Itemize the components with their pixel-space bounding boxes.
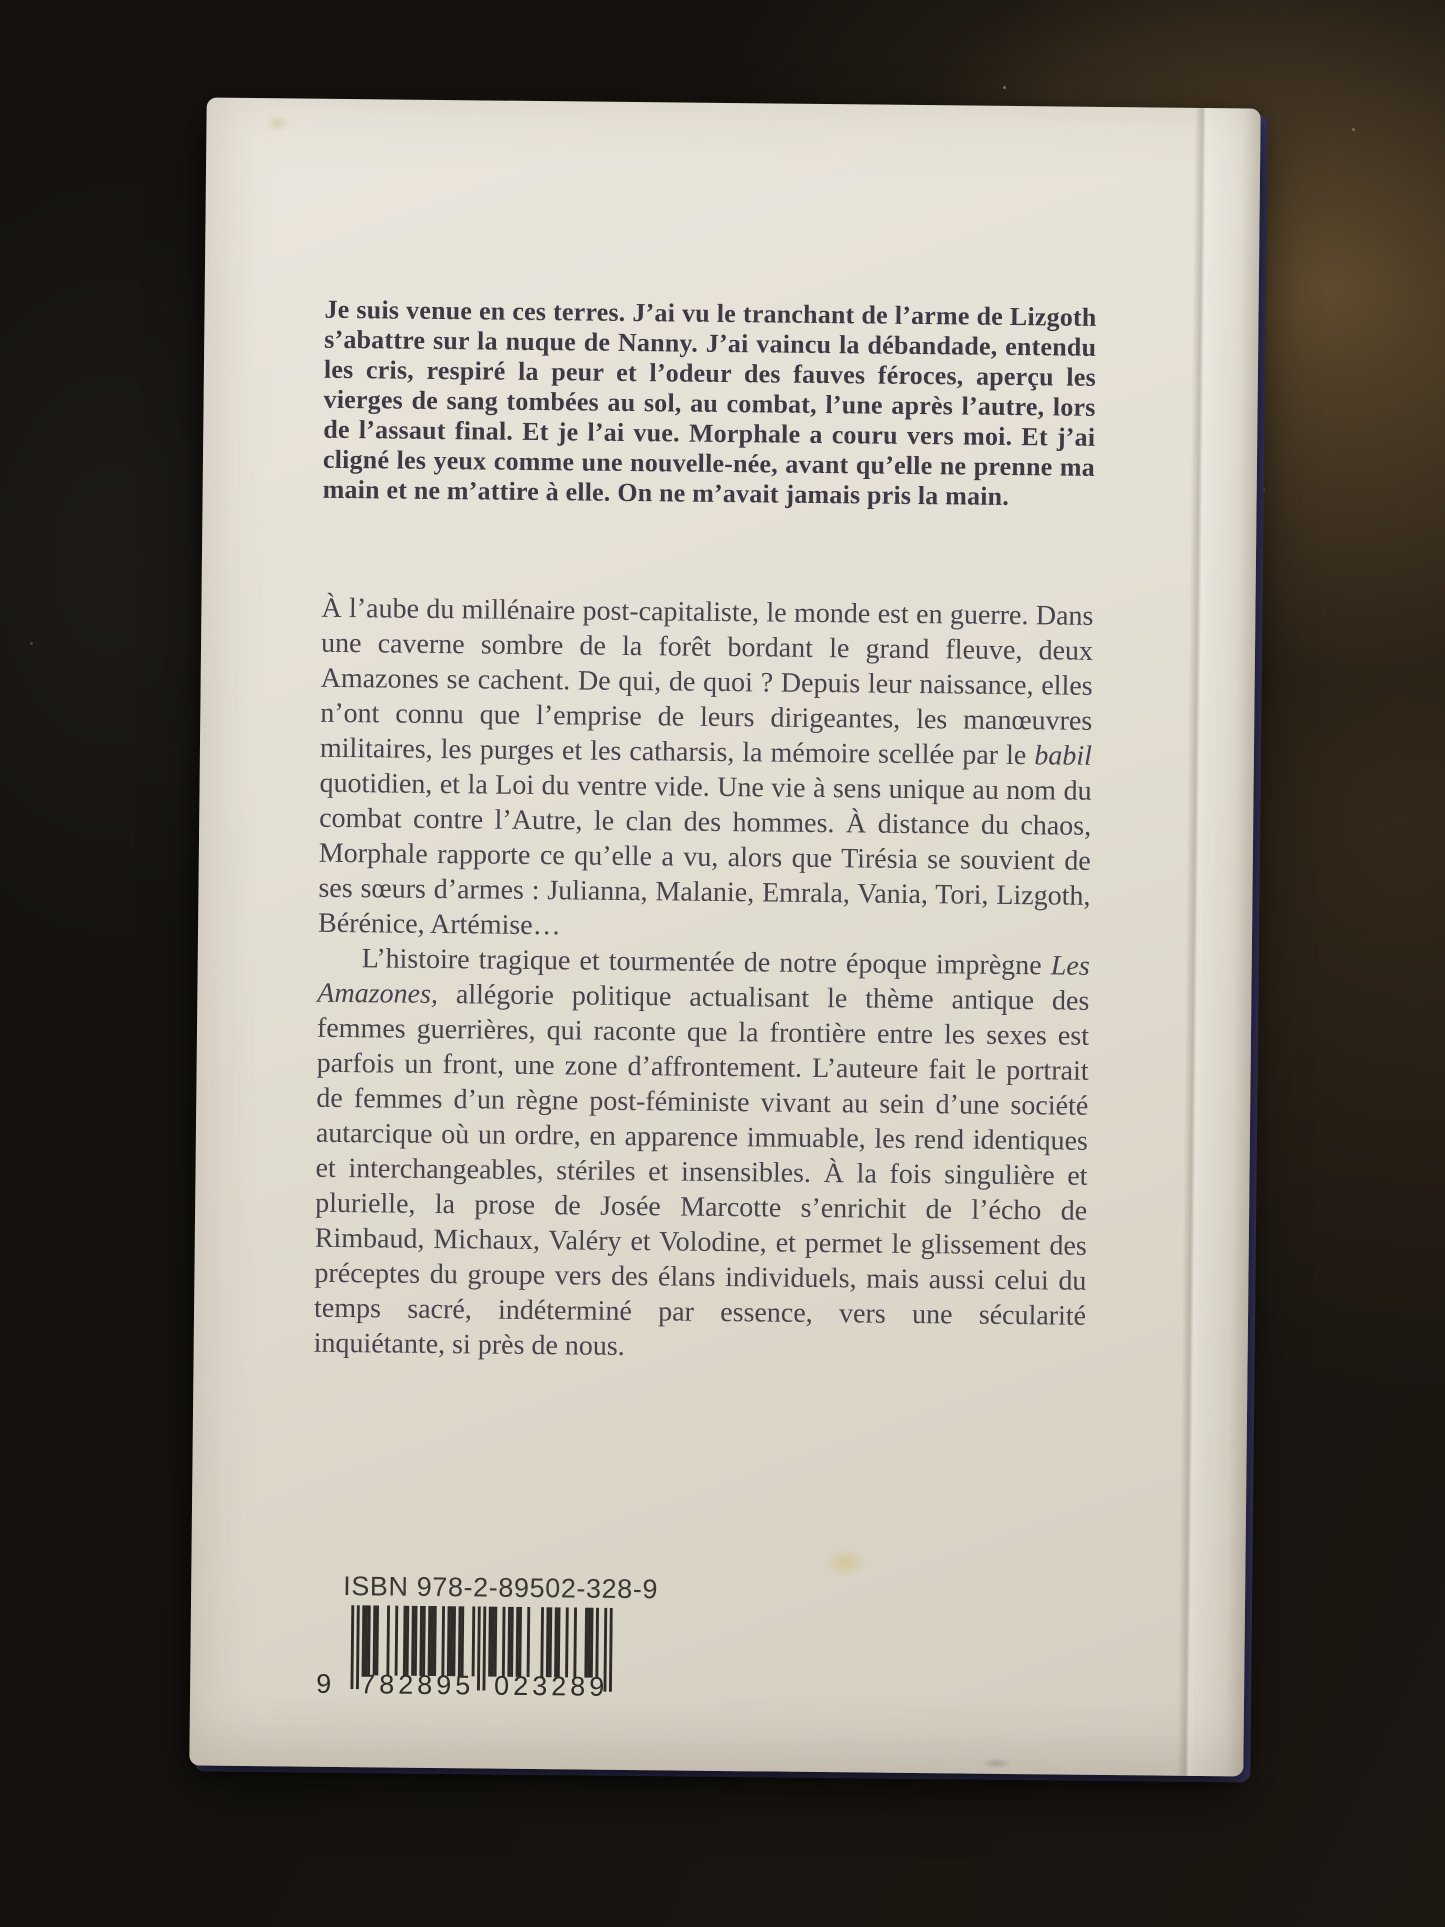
synopsis-paragraph-2 <box>314 941 1090 1369</box>
synopsis-paragraph-1 <box>318 591 1094 949</box>
isbn-label: ISBN 978-2-89502-328-9 <box>343 1571 659 1605</box>
barcode <box>316 1605 613 1718</box>
dust-speck <box>30 642 33 645</box>
excerpt-paragraph: Je suis venue en ces terres. J’ai vu le tranchant de l’arme de Lizgoth s’abattre sur la nuque de Nanny. J’ai vaincu la débandade, entendu les cris, respiré la peur et l’odeur des fauves féroces, aperçu les vierges de sang tombées au sol, au combat, l’une après l’autre, lors de l’assaut final. Et je l’ai vue. Morphale a couru vers moi. Et j’ai cligné les yeux comme une nouvelle-née, avant qu’elle ne prenne ma main et ne m’attire à elle. On ne m’avait jamais pris la main. <box>322 294 1097 511</box>
cover-text-column <box>314 295 1097 1369</box>
italic-word-babil: babil <box>1034 740 1093 772</box>
barcode-digit-group-2: 023289 <box>493 1670 609 1702</box>
synopsis-2-text-continued: allégorie politique actualisant le thème antique des femmes guerrières, qui raconte que la frontière entre les sexes est parfois un front, une zone d’affrontement. L’auteure fait le portrait de femmes d’un règne post-féministe vivant au sein d’une société autarcique où un ordre, en apparence immuable, les rend identiques et interchangeables, stériles et insensibles. À la fois singulière et plurielle, la prose de Josée Marcotte s’enrichit de l’écho de Rimbaud, Michaux, Valéry et Volodine, et permet le glissement des préceptes du groupe vers des élans individuels, mais aussi celui du temps sacré, indéterminé par essence, vers une sécularité inquiétante, si près de nous. <box>313 978 1090 1362</box>
synopsis-1-text: À l’aube du millénaire post-capitaliste, le monde est en guerre. Dans une caverne sombre de la forêt bordant le grand fleuve, deux Amazones se cachent. De qui, de quoi ? Depuis leur naissance, elles n’ont connu que l’emprise de leurs dirigeantes, les manœuvres militaires, les purges et les catharsis, la mémoire scellée par le <box>319 592 1094 772</box>
synopsis-2-text: L’histoire tragique et tourmentée de notre époque imprègne <box>361 943 1051 982</box>
dust-speck <box>1352 128 1355 131</box>
barcode-digit-group-1: 782895 <box>359 1669 475 1701</box>
cover-stain <box>264 114 290 132</box>
dust-speck <box>1003 86 1006 89</box>
book-back-cover <box>189 98 1260 1777</box>
italic-book-title: Les Amazones, <box>317 950 1090 1010</box>
cover-stain <box>981 1758 1011 1769</box>
synopsis-1-text-continued: quotidien, et la Loi du ventre vide. Une vie à sens unique au nom du combat contre l’Autre, le clan des hommes. À distance du chaos, Morphale rapporte ce qu’elle a vu, alors que Tirésia se souvient de ses sœurs d’armes : Julianna, Malanie, Emrala, Vania, Tori, Lizgoth, Bérénice, Artémise… <box>317 767 1092 942</box>
barcode-digit-lead: 9 <box>316 1668 332 1699</box>
cover-stain <box>823 1548 867 1576</box>
